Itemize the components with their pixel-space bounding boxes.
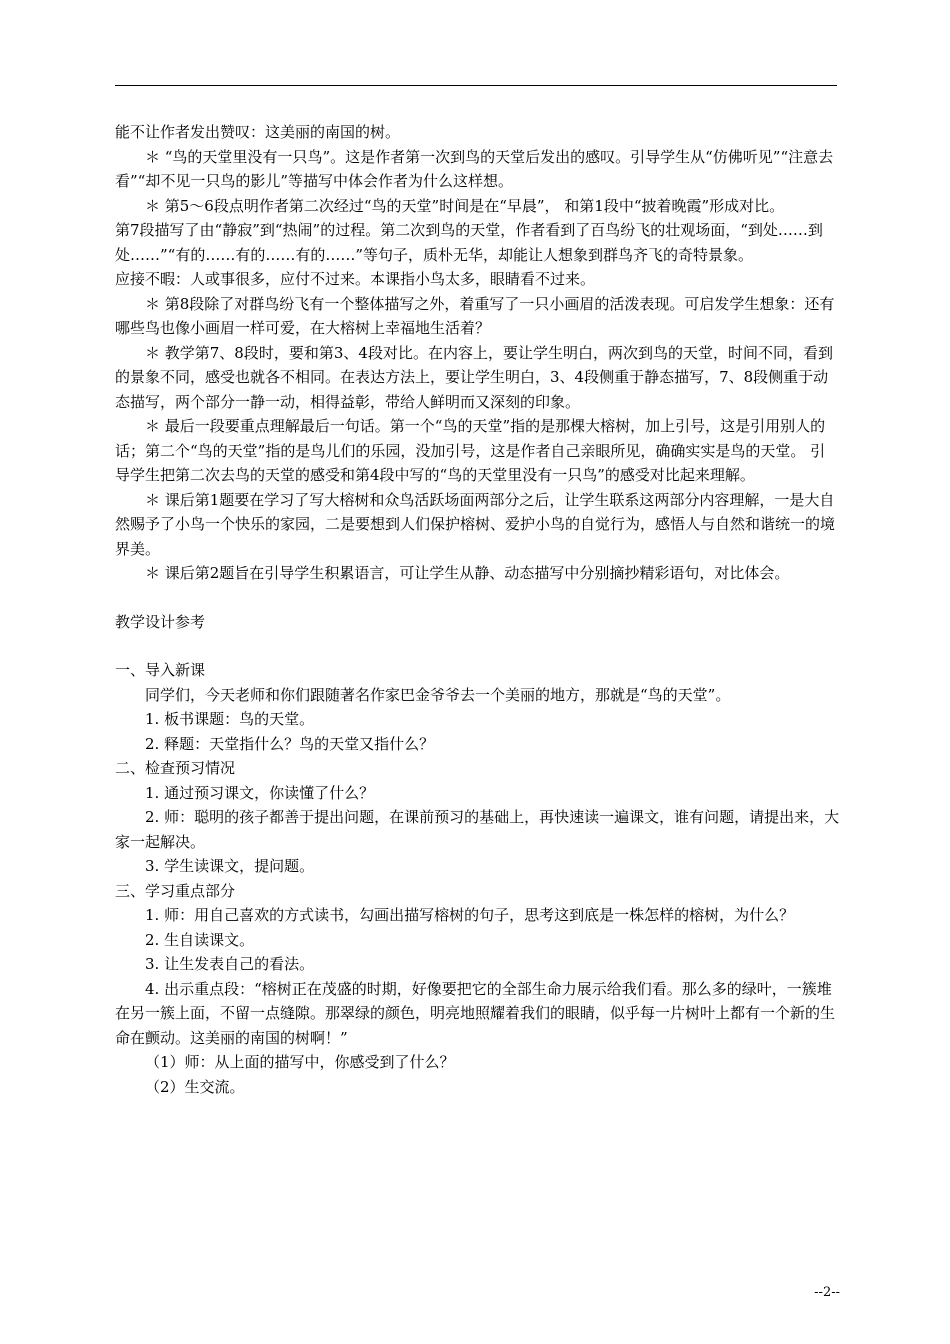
list-item: 1. 师：用自己喜欢的方式读书，勾画出描写榕树的句子，思考这到底是一株怎样的榕树，为什么？ — [145, 906, 795, 924]
paragraph: ＊ 教学第7、8段时，要和第3、4段对比。在内容上，要让学生明白，两次到鸟的天堂，时间不同，看到的景象不同，感受也就各不相同。在表达方法上，要让学生明白，3、4段侧重于静态描写，7、8段侧重于动态描写，两个部分一静一动，相得益彰，带给人鲜明而又深刻的印象。 — [115, 343, 833, 411]
page-number: --2-- — [814, 1285, 840, 1300]
header-rule — [115, 85, 837, 86]
paragraph: ＊ “鸟的天堂里没有一只鸟”。这是作者第一次到鸟的天堂后发出的感叹。引导学生从“仿佛听见”“注意去看”“却不见一只鸟的影儿”等描写中体会作者为什么这样想。 — [115, 147, 834, 190]
list-item: 2. 师：聪明的孩子都善于提出问题，在课前预习的基础上，再快速读一遍课文，谁有问题，请提出来，大家一起解决。 — [115, 808, 840, 851]
part-heading: 一、导入新课 — [115, 661, 206, 679]
list-item: 3. 让生发表自己的看法。 — [145, 955, 315, 973]
list-item: 2. 生自读课文。 — [145, 930, 255, 949]
paragraph: ＊ 第5～6段点明作者第二次经过“鸟的天堂”时间是在“早晨”， 和第1段中“披着晚霞”形成对比。 — [145, 196, 785, 215]
paragraph: 第7段描写了由“静寂”到“热闹”的过程。第二次到鸟的天堂，作者看到了百鸟纷飞的壮观场面，“到处……到处……”“有的……有的……有的……”等句子，质朴无华，却能让人想象到群鸟齐飞的奇特景象。 — [115, 221, 823, 264]
list-item: 4. 出示重点段：“榕树正在茂盛的时期，好像要把它的全部生命力展示给我们看。那么多的绿叶，一簇堆在另一簇上面，不留一点缝隙。那翠绿的颜色，明亮地照耀着我们的眼睛，似乎每一片树叶上都有一个新的生命在颤动。这美丽的南国的树啊！” — [115, 979, 836, 1047]
list-item: 同学们，今天老师和你们跟随著名作家巴金爷爷去一个美丽的地方，那就是“鸟的天堂”。 — [145, 685, 731, 704]
part-heading: 二、检查预习情况 — [115, 759, 236, 777]
document-body — [115, 120, 840, 1099]
list-item: 2. 释题：天堂指什么？鸟的天堂又指什么？ — [145, 734, 435, 753]
list-item: （1）师：从上面的描写中，你感受到了什么？ — [145, 1053, 455, 1071]
paragraph: ＊ 第8段除了对群鸟纷飞有一个整体描写之外，着重写了一只小画眉的活泼表现。可启发学生想象：还有哪些鸟也像小画眉一样可爱，在大榕树上幸福地生活着？ — [115, 294, 835, 337]
list-item: 3. 学生读课文，提问题。 — [145, 857, 315, 875]
list-item: 1. 板书课题：鸟的天堂。 — [145, 710, 315, 728]
paragraph: 能不让作者发出赞叹：这美丽的南国的树。 — [115, 123, 401, 141]
paragraph: ＊ 课后第2题旨在引导学生积累语言，可让学生从静、动态描写中分别摘抄精彩语句，对比体会。 — [145, 564, 790, 582]
paragraph: ＊ 最后一段要重点理解最后一句话。第一个“鸟的天堂”指的是那棵大榕树，加上引号，这是引用别人的话；第二个“鸟的天堂”指的是鸟儿们的乐园，没加引号，这是作者自己亲眼所见，确确实实是鸟的天堂。 引导学生把第二次去鸟的天堂的感受和第4段中写的“鸟的天堂里没有一只鸟”的感受对比起来理解。 — [115, 417, 826, 484]
part-heading: 三、学习重点部分 — [115, 881, 236, 900]
list-item: （2）生交流。 — [145, 1077, 245, 1096]
section-title: 教学设计参考 — [115, 612, 206, 631]
paragraph: 应接不暇：人或事很多，应付不过来。本课指小鸟太多，眼睛看不过来。 — [115, 270, 596, 288]
list-item: 1. 通过预习课文，你读懂了什么？ — [145, 783, 375, 802]
paragraph: ＊ 课后第1题要在学习了写大榕树和众鸟活跃场面两部分之后，让学生联系这两部分内容理解，一是大自然赐予了小鸟一个快乐的家园，二是要想到人们保护榕树、爱护小鸟的自觉行为，感悟人与自然和谐统一的境界美。 — [115, 490, 836, 558]
